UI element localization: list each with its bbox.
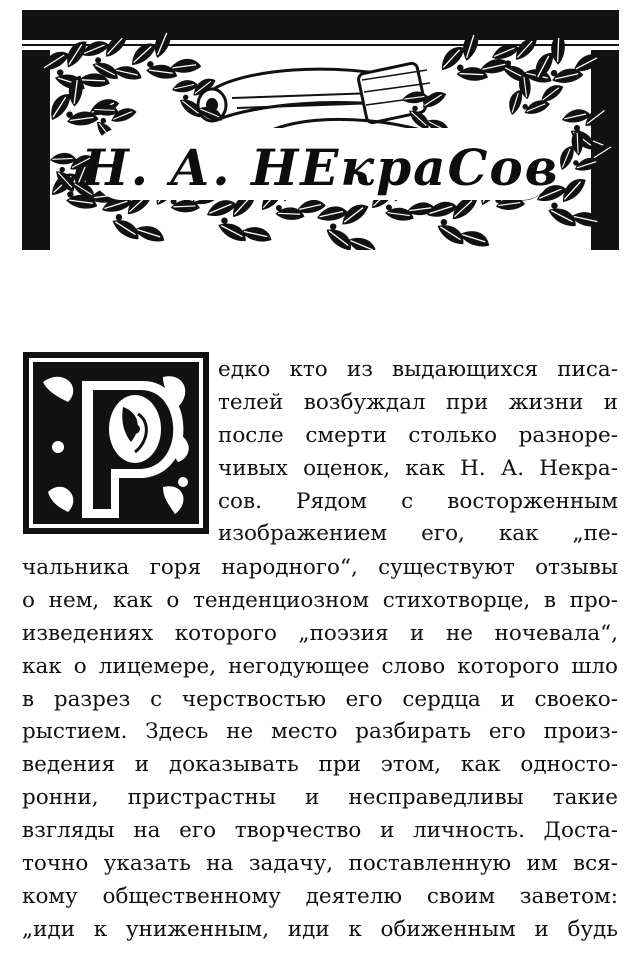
text-line: ронни, пристрастны и несправедливы такие: [22, 785, 618, 811]
text-line: „иди к униженным, иди к обиженным и будь: [22, 916, 618, 942]
text-line: чальника горя народного“, существуют отзывы: [22, 555, 618, 580]
text-line: ведения и доказывать при этом, как односто-: [22, 752, 618, 778]
text-line: рыстием. Здесь не место разбирать его произ-: [22, 719, 618, 745]
text-line: изображением его, как „пе-: [218, 521, 618, 547]
laurel-and-scroll-icon: [22, 10, 619, 250]
ornate-initial-icon: [23, 352, 209, 534]
text-line: едко кто из выдающихся писа-: [218, 357, 618, 382]
text-line: чивых оценок, как Н. А. Некра-: [218, 455, 618, 481]
text-line: взгляды на его творчество и личность. Доста-: [22, 818, 618, 844]
text-line: как о лицемере, негодующее слово которого шло: [22, 653, 618, 679]
text-line: изведениях которого „поэзия и не ночевала“,: [22, 620, 618, 646]
text-line: в разрез с черствостью его сердца и своеко-: [22, 686, 618, 712]
text-line: после смерти столько разноре-: [218, 422, 618, 448]
page-title: Н. А. НЕкраСов: [81, 138, 560, 197]
text-line: сов. Рядом с восторженным: [218, 488, 618, 514]
text-line: точно указать на задачу, поставленную им вся-: [22, 851, 618, 877]
header-ornament: [22, 10, 619, 250]
paragraph-top-block: [218, 354, 618, 551]
text-line: о нем, как о тенденциозном стихотворце, в про-: [22, 587, 618, 613]
paragraph-full-block: [22, 552, 618, 947]
text-line: кому общественному деятелю своим заветом:: [22, 883, 618, 909]
text-line: телей возбуждал при жизни и: [218, 389, 618, 415]
dropcap-initial: [23, 352, 209, 534]
